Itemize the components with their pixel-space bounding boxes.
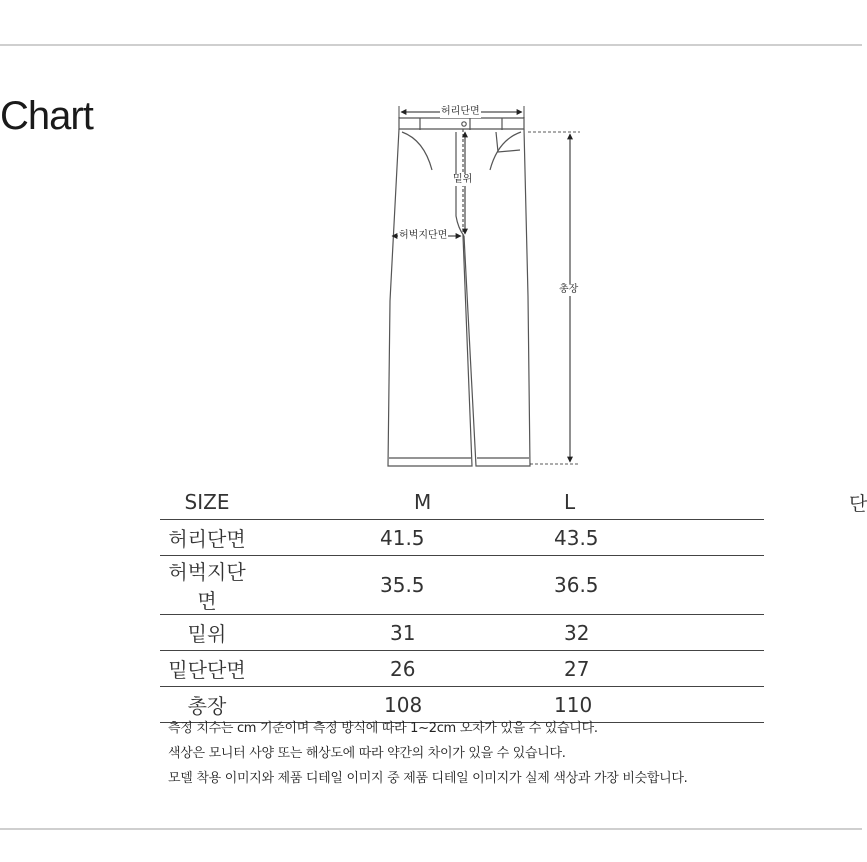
header-size: SIZE <box>160 484 254 520</box>
cell-l: 36.5 <box>554 556 764 615</box>
cell-l: 32 <box>554 615 764 651</box>
cell-m: 108 <box>254 687 554 723</box>
cell-l: 27 <box>554 651 764 687</box>
table-header-row <box>160 484 764 520</box>
row-label: 허리단면 <box>160 520 254 556</box>
size-table <box>160 484 764 723</box>
row-label: 밑단단면 <box>160 651 254 687</box>
table-row <box>160 520 764 556</box>
cell-m: 26 <box>254 651 554 687</box>
rise-dimension-label: 밑위 <box>453 174 473 185</box>
header-m: M <box>254 484 554 520</box>
cut-off-text: 단 <box>849 493 867 515</box>
notes <box>168 716 687 791</box>
cell-m: 41.5 <box>254 520 554 556</box>
table-row <box>160 556 764 615</box>
cell-l: 110 <box>554 687 764 723</box>
table-row <box>160 615 764 651</box>
bottom-divider <box>0 828 862 830</box>
note-line: 모델 착용 이미지와 제품 디테일 이미지 중 제품 디테일 이미지가 실제 색상과 가장 비슷합니다. <box>168 771 688 786</box>
row-label: 총장 <box>160 687 254 723</box>
table-row <box>160 651 764 687</box>
cell-l: 43.5 <box>554 520 764 556</box>
top-divider <box>0 44 862 46</box>
waist-dimension-label: 허리단면 <box>441 106 480 117</box>
pants-outline <box>388 118 530 466</box>
thigh-dimension-label: 허벅지단면 <box>399 230 448 241</box>
note-line: 측정 치수는 cm 기준이며 측정 방식에 따라 1~2cm 오차가 있을 수 있습니다. <box>168 721 598 736</box>
cell-m: 31 <box>254 615 554 651</box>
length-dimension-label: 총장 <box>559 284 579 295</box>
row-label: 밑위 <box>160 615 254 651</box>
section-title: Chart <box>0 94 93 138</box>
row-label: 허벅지단면 <box>160 556 254 615</box>
header-l: L <box>554 484 764 520</box>
note-line: 색상은 모니터 사양 또는 해상도에 따라 약간의 차이가 있을 수 있습니다. <box>168 746 566 761</box>
cell-m: 35.5 <box>254 556 554 615</box>
